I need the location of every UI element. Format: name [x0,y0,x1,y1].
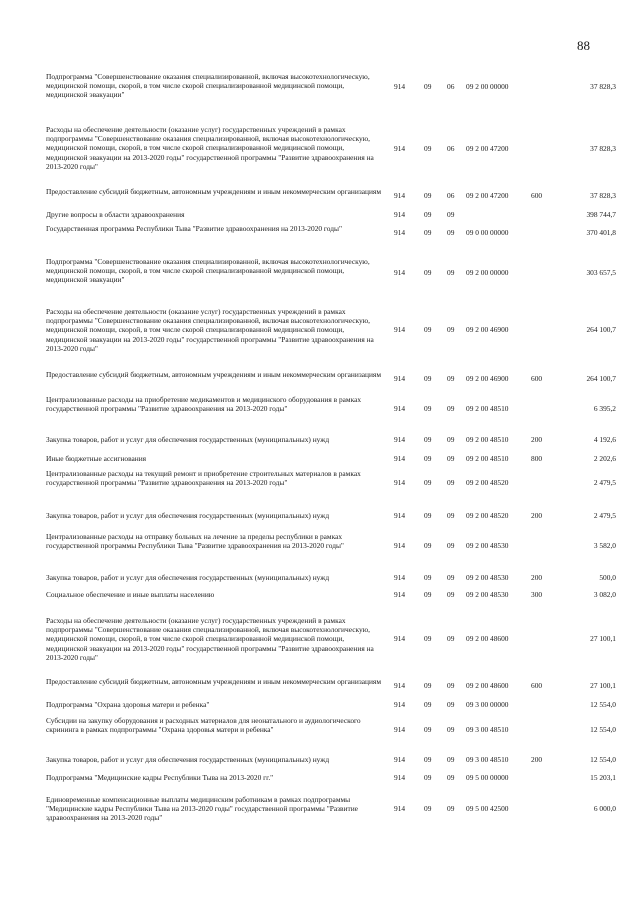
section-code: 09 [424,478,432,487]
target-article-code: 09 2 00 48510 [466,435,509,444]
ministry-code: 914 [394,511,406,520]
row-description: Расходы на обеспечение деятельности (оказание услуг) государственных учреждений в рамках подпрограммы "Совершенствование оказания специализированной, включая высокотехнологическую, медицинской помощи, скорой, в том числе скорой специализированной медицинской помощи, медицинской эвакуации на 2013-2020 годы" государственной программы "Развитие здравоохранения на 2013-2020 годы" [46,616,374,662]
ministry-code: 914 [394,82,406,91]
subsection-code: 06 [447,82,455,91]
row-description: Социальное обеспечение и иные выплаты населению [46,590,215,599]
row-description: Централизованные расходы на текущий ремонт и приобретение строительных материалов в рамках государственной программы "Развитие здравоохранения на 2013-2020 годы" [46,469,361,488]
section-code: 09 [424,82,432,91]
ministry-code: 914 [394,541,406,550]
target-article-code: 09 2 00 00000 [466,268,509,277]
row-description: Закупка товаров, работ и услуг для обеспечения государственных (муниципальных) нужд [46,511,330,520]
section-code: 09 [424,404,432,413]
target-article-code: 09 2 00 48530 [466,590,509,599]
ministry-code: 914 [394,228,406,237]
target-article-code: 09 2 00 48530 [466,573,509,582]
amount: 500,0 [599,573,616,582]
amount: 12 554,0 [590,725,616,734]
ministry-code: 914 [394,725,406,734]
row-description: Предоставление субсидий бюджетным, автономным учреждениям и иным некоммерческим организациям [46,677,382,686]
section-code: 09 [424,700,432,709]
row-description: Закупка товаров, работ и услуг для обеспечения государственных (муниципальных) нужд [46,755,330,764]
section-code: 09 [424,541,432,550]
expense-type-code: 200 [531,435,543,444]
amount: 264 100,7 [586,374,616,383]
amount: 12 554,0 [590,755,616,764]
subsection-code: 09 [447,374,455,383]
subsection-code: 09 [447,268,455,277]
amount: 2 479,5 [593,511,616,520]
expense-type-code: 200 [531,755,543,764]
page-number: 88 [577,38,590,53]
ministry-code: 914 [394,590,406,599]
section-code: 09 [424,454,432,463]
amount: 37 828,3 [590,191,616,200]
amount: 2 202,6 [593,454,616,463]
ministry-code: 914 [394,773,406,782]
ministry-code: 914 [394,325,406,334]
subsection-code: 09 [447,590,455,599]
subsection-code: 09 [447,404,455,413]
section-code: 09 [424,573,432,582]
target-article-code: 09 2 00 48600 [466,681,509,690]
amount: 37 828,3 [590,144,616,153]
expense-type-code: 200 [531,573,543,582]
subsection-code: 09 [447,681,455,690]
subsection-code: 09 [447,573,455,582]
ministry-code: 914 [394,804,406,813]
ministry-code: 914 [394,144,406,153]
section-code: 09 [424,435,432,444]
subsection-code: 09 [447,634,455,643]
ministry-code: 914 [394,268,406,277]
row-description: Субсидии на закупку оборудования и расходных материалов для неонатального и аудиологического скрининга в рамках подпрограммы "Охрана здоровья матери и ребенка" [46,716,361,735]
ministry-code: 914 [394,210,406,219]
target-article-code: 09 2 00 48600 [466,634,509,643]
section-code: 09 [424,773,432,782]
target-article-code: 09 0 00 00000 [466,228,509,237]
ministry-code: 914 [394,435,406,444]
row-description: Подпрограмма "Охрана здоровья матери и ребенка" [46,700,210,709]
section-code: 09 [424,725,432,734]
subsection-code: 09 [447,725,455,734]
subsection-code: 09 [447,210,455,219]
section-code: 09 [424,374,432,383]
amount: 6 395,2 [593,404,616,413]
expense-type-code: 800 [531,454,543,463]
subsection-code: 09 [447,435,455,444]
row-description: Предоставление субсидий бюджетным, автономным учреждениям и иным некоммерческим организациям [46,187,382,196]
ministry-code: 914 [394,191,406,200]
ministry-code: 914 [394,700,406,709]
target-article-code: 09 2 00 48530 [466,541,509,550]
target-article-code: 09 2 00 47200 [466,144,509,153]
section-code: 09 [424,325,432,334]
ministry-code: 914 [394,634,406,643]
amount: 3 082,0 [593,590,616,599]
amount: 6 000,0 [593,804,616,813]
subsection-code: 09 [447,773,455,782]
subsection-code: 09 [447,700,455,709]
row-description: Государственная программа Республики Тыва "Развитие здравоохранения на 2013-2020 годы" [46,224,343,233]
section-code: 09 [424,144,432,153]
section-code: 09 [424,681,432,690]
row-description: Единовременные компенсационные выплаты медицинским работникам в рамках подпрограммы "Медицинские кадры Республики Тыва на 2013-2020 годы" государственной программы "Развитие здравоохранения на 2013-2020 годы" [46,795,358,823]
amount: 264 100,7 [586,325,616,334]
section-code: 09 [424,634,432,643]
expense-type-code: 600 [531,191,543,200]
subsection-code: 09 [447,228,455,237]
target-article-code: 09 2 00 48520 [466,478,509,487]
subsection-code: 09 [447,755,455,764]
amount: 303 657,5 [586,268,616,277]
amount: 4 192,6 [593,435,616,444]
row-description: Централизованные расходы на приобретение медикаментов и медицинского оборудования в рамках государственной программы "Развитие здравоохранения на 2013-2020 годы" [46,395,362,414]
target-article-code: 09 2 00 46900 [466,325,509,334]
ministry-code: 914 [394,454,406,463]
row-description: Закупка товаров, работ и услуг для обеспечения государственных (муниципальных) нужд [46,435,330,444]
target-article-code: 09 2 00 47200 [466,191,509,200]
section-code: 09 [424,755,432,764]
target-article-code: 09 2 00 48510 [466,454,509,463]
ministry-code: 914 [394,573,406,582]
target-article-code: 09 3 00 48510 [466,755,509,764]
ministry-code: 914 [394,681,406,690]
amount: 398 744,7 [586,210,616,219]
row-description: Иные бюджетные ассигнования [46,454,147,463]
subsection-code: 09 [447,454,455,463]
section-code: 09 [424,191,432,200]
subsection-code: 09 [447,541,455,550]
subsection-code: 09 [447,804,455,813]
row-description: Другие вопросы в области здравоохранения [46,210,185,219]
ministry-code: 914 [394,755,406,764]
ministry-code: 914 [394,478,406,487]
section-code: 09 [424,511,432,520]
target-article-code: 09 2 00 46900 [466,374,509,383]
amount: 12 554,0 [590,700,616,709]
target-article-code: 09 5 00 42500 [466,804,509,813]
subsection-code: 09 [447,511,455,520]
expense-type-code: 600 [531,374,543,383]
row-description: Закупка товаров, работ и услуг для обеспечения государственных (муниципальных) нужд [46,573,330,582]
amount: 370 401,8 [586,228,616,237]
row-description: Расходы на обеспечение деятельности (оказание услуг) государственных учреждений в рамках подпрограммы "Совершенствование оказания специализированной, включая высокотехнологическую, медицинской помощи, скорой, в том числе скорой специализированной медицинской помощи, медицинской эвакуации на 2013-2020 годы" государственной программы "Развитие здравоохранения на 2013-2020 годы" [46,307,374,353]
target-article-code: 09 2 00 00000 [466,82,509,91]
row-description: Подпрограмма "Медицинские кадры Республики Тыва на 2013-2020 гг." [46,773,274,782]
section-code: 09 [424,210,432,219]
amount: 2 479,5 [593,478,616,487]
target-article-code: 09 2 00 48520 [466,511,509,520]
row-description: Предоставление субсидий бюджетным, автономным учреждениям и иным некоммерческим организациям [46,370,382,379]
section-code: 09 [424,590,432,599]
target-article-code: 09 3 00 48510 [466,725,509,734]
section-code: 09 [424,268,432,277]
subsection-code: 06 [447,191,455,200]
ministry-code: 914 [394,404,406,413]
target-article-code: 09 2 00 48510 [466,404,509,413]
subsection-code: 06 [447,144,455,153]
row-description: Централизованные расходы на отправку больных на лечение за пределы республики в рамках государственной программы Республики Тыва "Развитие здравоохранения на 2013-2020 годы" [46,532,344,551]
subsection-code: 09 [447,478,455,487]
row-description: Подпрограмма "Совершенствование оказания специализированной, включая высокотехнологическую, медицинской помощи, скорой, в том числе скорой специализированной медицинской помощи, медицинской эвакуации" [46,72,370,100]
target-article-code: 09 3 00 00000 [466,700,509,709]
expense-type-code: 300 [531,590,543,599]
section-code: 09 [424,804,432,813]
subsection-code: 09 [447,325,455,334]
expense-type-code: 600 [531,681,543,690]
section-code: 09 [424,228,432,237]
amount: 3 582,0 [593,541,616,550]
ministry-code: 914 [394,374,406,383]
row-description: Подпрограмма "Совершенствование оказания специализированной, включая высокотехнологическую, медицинской помощи, скорой, в том числе скорой специализированной медицинской помощи, медицинской эвакуации" [46,257,370,285]
amount: 15 203,1 [590,773,616,782]
amount: 27 100,1 [590,681,616,690]
amount: 27 100,1 [590,634,616,643]
amount: 37 828,3 [590,82,616,91]
target-article-code: 09 5 00 00000 [466,773,509,782]
expense-type-code: 200 [531,511,543,520]
row-description: Расходы на обеспечение деятельности (оказание услуг) государственных учреждений в рамках подпрограммы "Совершенствование оказания специализированной, включая высокотехнологическую, медицинской помощи, скорой, в том числе скорой специализированной медицинской помощи, медицинской эвакуации на 2013-2020 годы" государственной программы "Развитие здравоохранения на 2013-2020 годы" [46,125,374,171]
